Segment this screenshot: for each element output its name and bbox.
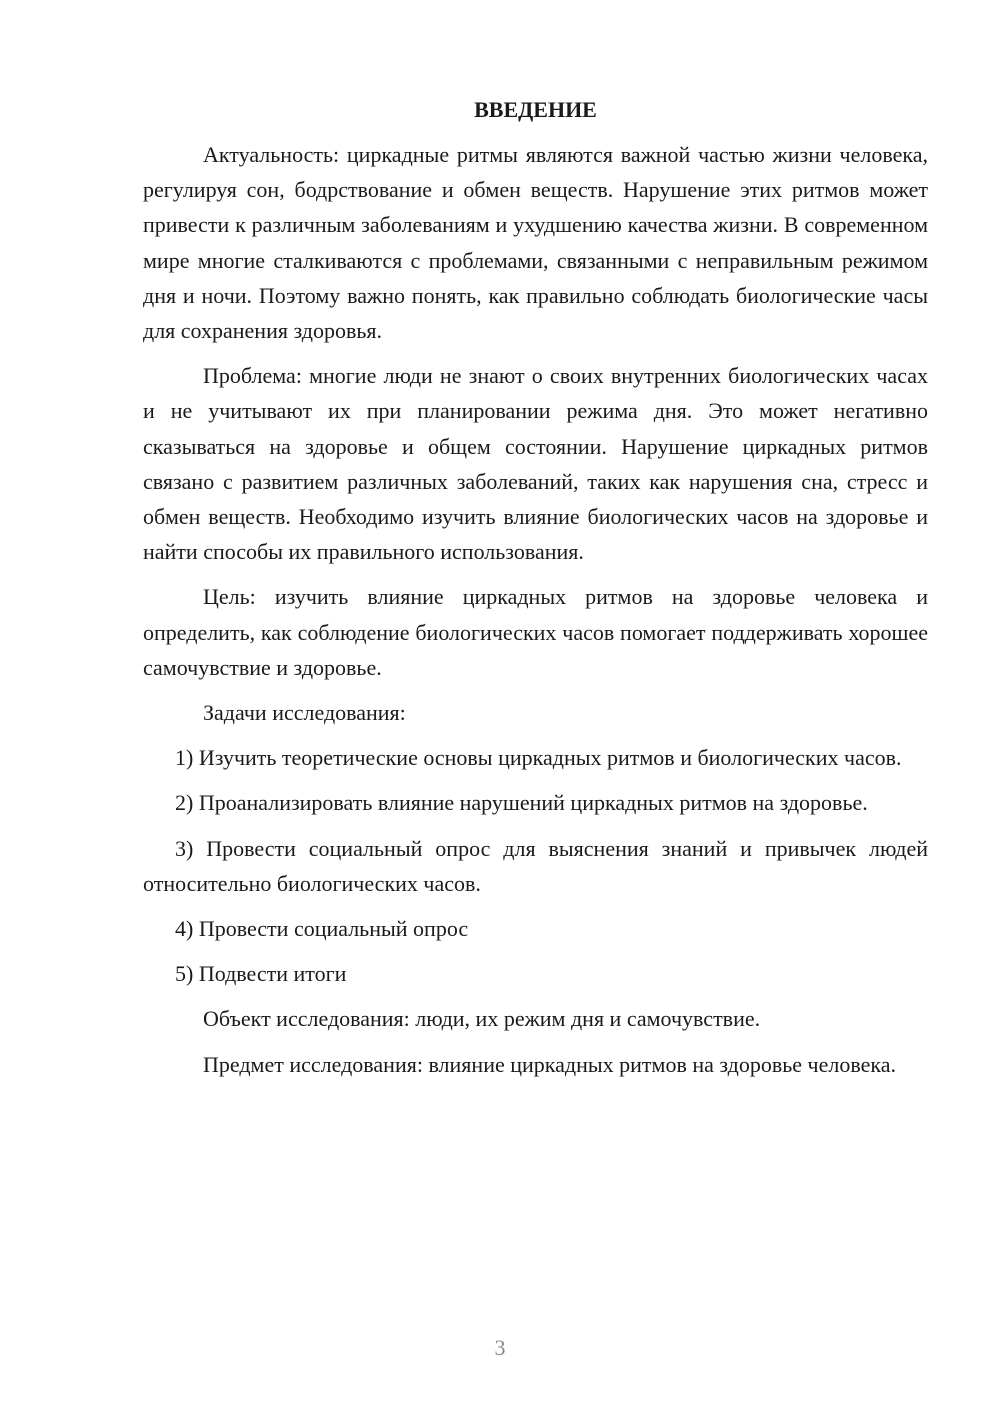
problem-paragraph: Проблема: многие люди не знают о своих внутренних биологических часах и не учитывают их при планировании режима дня. Это может негативно сказываться на здоровье и общем состоянии. Нарушение циркадных ритмов связано с развитием различных заболеваний, таких как нарушения сна, стресс и обмен веществ. Необходимо изучить влияние биологических часов на здоровье и найти способы их правильного использования.: [143, 363, 928, 565]
tasks-heading: Задачи исследования:: [203, 700, 406, 726]
task-item-2: 2) Проанализировать влияние нарушений циркадных ритмов на здоровье.: [175, 790, 868, 816]
relevance-paragraph: Актуальность: циркадные ритмы являются важной частью жизни человека, регулируя сон, бодрствование и обмен веществ. Нарушение этих ритмов может привести к различным заболеваниям и ухудшению качества жизни. В современном мире многие сталкиваются с проблемами, связанными с неправильным режимом дня и ночи. Поэтому важно понять, как правильно соблюдать биологические часы для сохранения здоровья.: [143, 142, 928, 344]
object-paragraph: Объект исследования: люди, их режим дня и самочувствие.: [203, 1006, 761, 1032]
page-title: ВВЕДЕНИЕ: [474, 97, 597, 122]
task-item-5: 5) Подвести итоги: [175, 961, 347, 987]
page-content: [143, 92, 928, 1092]
task-item-4: 4) Провести социальный опрос: [175, 916, 469, 942]
page-number: 3: [494, 1335, 506, 1360]
goal-paragraph: Цель: изучить влияние циркадных ритмов на здоровье человека и определить, как соблюдение биологических часов помогает поддерживать хорошее самочувствие и здоровье.: [143, 584, 928, 680]
task-item-1: 1) Изучить теоретические основы циркадных ритмов и биологических часов.: [175, 745, 902, 771]
task-item-3: 3) Провести социальный опрос для выяснения знаний и привычек людей относительно биологических часов.: [143, 835, 928, 896]
subject-paragraph: Предмет исследования: влияние циркадных ритмов на здоровье человека.: [203, 1051, 896, 1077]
